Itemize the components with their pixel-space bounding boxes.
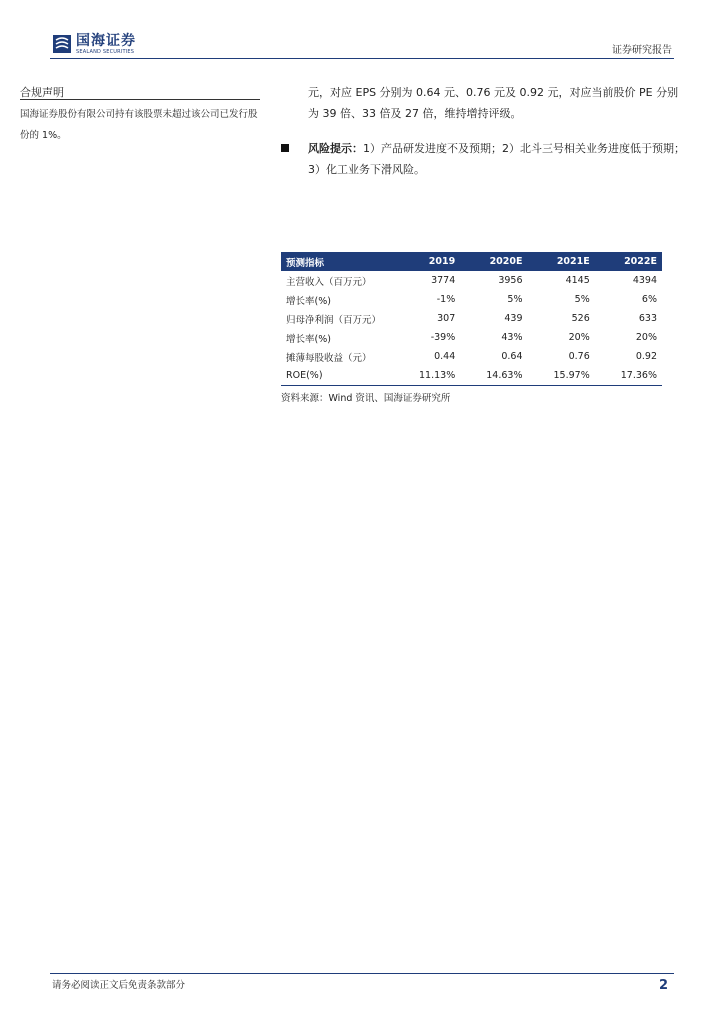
table-cell: 0.76 bbox=[568, 351, 590, 362]
table-cell: 439 bbox=[504, 313, 523, 324]
risk-bullet-icon bbox=[281, 144, 289, 152]
company-logo bbox=[52, 32, 136, 56]
table-cell: 307 bbox=[437, 313, 456, 324]
table-cell: 43% bbox=[501, 332, 523, 343]
table-cell: 633 bbox=[638, 313, 657, 324]
page-number: 2 bbox=[658, 978, 668, 993]
table-source-note: 资料来源：Wind 资讯、国海证券研究所 bbox=[281, 393, 451, 404]
table-cell: 0.44 bbox=[434, 351, 456, 362]
logo-name-en: SEALAND SECURITIES bbox=[76, 48, 135, 55]
table-cell: -39% bbox=[430, 332, 456, 343]
table-header-cell: 2020E bbox=[460, 252, 527, 271]
report-type-label: 证券研究报告 bbox=[612, 45, 672, 56]
page-header bbox=[0, 0, 724, 60]
table-cell: 5% bbox=[574, 294, 590, 305]
table-cell: 4145 bbox=[565, 275, 590, 286]
forecast-table bbox=[281, 252, 662, 386]
table-cell: 5% bbox=[507, 294, 523, 305]
table-cell: 主营收入（百万元） bbox=[286, 276, 372, 288]
table-cell: ROE(%) bbox=[281, 366, 393, 386]
table-row bbox=[281, 328, 662, 347]
table-cell: -1% bbox=[436, 294, 456, 305]
table-row bbox=[281, 309, 662, 328]
table-row bbox=[281, 366, 662, 386]
risk-label: 风险提示： bbox=[308, 142, 363, 155]
table-cell: 增长率(%) bbox=[286, 333, 331, 345]
table-cell: 4394 bbox=[632, 275, 657, 286]
table-row bbox=[281, 347, 662, 366]
table-cell: 526 bbox=[571, 313, 590, 324]
sealand-logo-icon bbox=[52, 34, 72, 54]
footer-divider bbox=[50, 973, 674, 974]
table-header-row bbox=[281, 252, 662, 271]
table-cell: 20% bbox=[568, 332, 590, 343]
compliance-divider bbox=[20, 99, 260, 100]
table-cell: 20% bbox=[635, 332, 657, 343]
table-row bbox=[281, 271, 662, 290]
table-cell: 15.97% bbox=[528, 366, 595, 386]
compliance-title: 合规声明 bbox=[20, 86, 64, 99]
table-header-cell: 2021E bbox=[528, 252, 595, 271]
valuation-paragraph: 元，对应 EPS 分别为 0.64 元、0.76 元及 0.92 元，对应当前股价 PE 分别为 39 倍、33 倍及 27 倍，维持增持评级。 bbox=[308, 86, 679, 120]
risk-paragraph bbox=[308, 138, 686, 180]
table-cell: 6% bbox=[641, 294, 657, 305]
table-cell: 3774 bbox=[431, 275, 456, 286]
table-header-cell: 预测指标 bbox=[281, 252, 393, 271]
footer-disclaimer: 请务必阅读正文后免责条款部分 bbox=[52, 980, 186, 991]
header-divider bbox=[50, 58, 674, 59]
table-cell: 增长率(%) bbox=[286, 295, 331, 307]
table-cell: 0.92 bbox=[635, 351, 657, 362]
risk-text: 1）产品研发进度不及预期；2）北斗三号相关业务进度低于预期；3）化工业务下滑风险。 bbox=[308, 142, 685, 176]
table-cell: 14.63% bbox=[460, 366, 527, 386]
table-cell: 摊薄每股收益（元） bbox=[286, 352, 372, 364]
compliance-text: 国海证券股份有限公司持有该股票未超过该公司已发行股份的 1%。 bbox=[20, 109, 258, 141]
table-row bbox=[281, 290, 662, 309]
table-cell: 0.64 bbox=[501, 351, 523, 362]
table-cell: 归母净利润（百万元） bbox=[286, 314, 382, 326]
table-cell: 11.13% bbox=[393, 366, 460, 386]
table-cell: 17.36% bbox=[595, 366, 662, 386]
table-header-cell: 2022E bbox=[595, 252, 662, 271]
table-cell: 3956 bbox=[498, 275, 523, 286]
table-header-cell: 2019 bbox=[393, 252, 460, 271]
logo-name-cn: 国海证券 bbox=[76, 32, 136, 49]
